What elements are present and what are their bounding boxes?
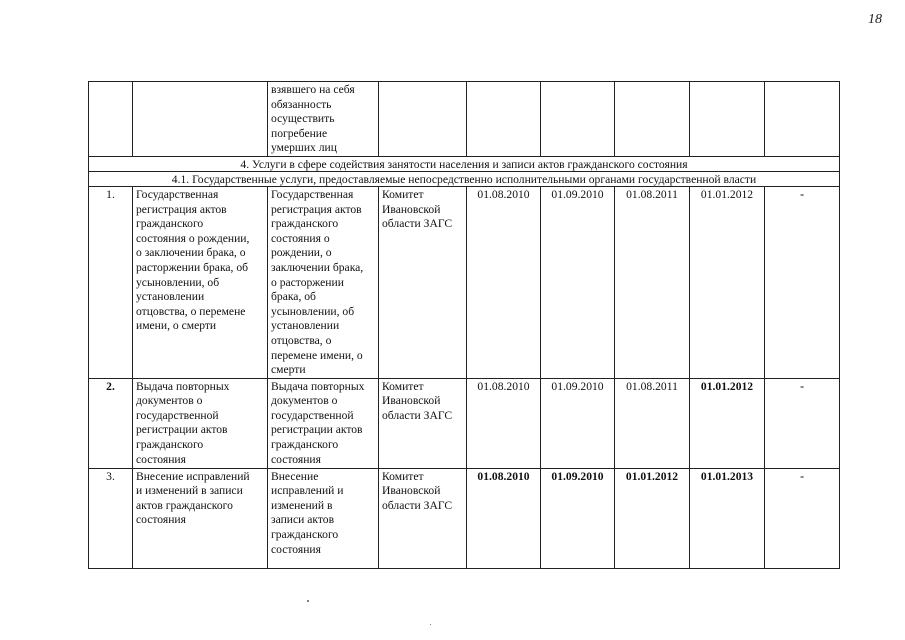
cell-service: Внесение исправлений и изменений в записи актов гражданского состояния xyxy=(133,468,268,568)
cell-date-4 xyxy=(690,82,765,157)
table-row xyxy=(89,378,840,468)
cell-num: 2. xyxy=(89,378,133,468)
page-number: 18 xyxy=(868,12,882,27)
cell-date-3: 01.08.2011 xyxy=(615,378,690,468)
cell-date-4: 01.01.2012 xyxy=(690,186,765,378)
cell-date-3: 01.08.2011 xyxy=(615,186,690,378)
cell-date-4: 01.01.2013 xyxy=(690,468,765,568)
cell-procedure: Выдача повторных документов о государственной регистрации актов гражданского состояния xyxy=(268,378,379,468)
cell-service: Государственная регистрация актов гражданского состояния о рождении, о заключении брака, о расторжении брака, об усыновлении, об установлении отцовства, о перемене имени, о смерти xyxy=(133,186,268,378)
subsection-heading-row xyxy=(89,171,840,186)
table-row-carryover xyxy=(89,82,840,157)
scan-speck xyxy=(307,600,309,602)
cell-procedure: взявшего на себя обязанность осуществить погребение умерших лиц xyxy=(268,82,379,157)
cell-procedure: Государственная регистрация актов гражданского состояния о рождении, о заключении брака, о расторжении брака, об усыновлении, об установлении отцовства, о перемене имени, о смерти xyxy=(268,186,379,378)
cell-executor: Комитет Ивановской области ЗАГС xyxy=(379,468,467,568)
cell-executor xyxy=(379,82,467,157)
cell-executor: Комитет Ивановской области ЗАГС xyxy=(379,186,467,378)
cell-executor: Комитет Ивановской области ЗАГС xyxy=(379,378,467,468)
cell-date-3 xyxy=(615,82,690,157)
cell-date-1: 01.08.2010 xyxy=(467,186,541,378)
cell-date-2 xyxy=(541,82,615,157)
cell-num xyxy=(89,82,133,157)
cell-service xyxy=(133,82,268,157)
table-row xyxy=(89,186,840,378)
cell-date-2: 01.09.2010 xyxy=(541,378,615,468)
table-row xyxy=(89,468,840,568)
cell-service: Выдача повторных документов о государственной регистрации актов гражданского состояния xyxy=(133,378,268,468)
scan-speck xyxy=(430,624,431,625)
cell-date-3: 01.01.2012 xyxy=(615,468,690,568)
cell-note: - xyxy=(765,186,840,378)
cell-note xyxy=(765,82,840,157)
cell-date-1 xyxy=(467,82,541,157)
cell-date-2: 01.09.2010 xyxy=(541,468,615,568)
section-title: 4. Услуги в сфере содействия занятости населения и записи актов гражданского состояния xyxy=(89,156,840,171)
subsection-title: 4.1. Государственные услуги, предоставляемые непосредственно исполнительными органами государственной власти xyxy=(89,171,840,186)
cell-procedure: Внесение исправлений и изменений в записи актов гражданского состояния xyxy=(268,468,379,568)
section-heading-row xyxy=(89,156,840,171)
cell-num: 1. xyxy=(89,186,133,378)
cell-num: 3. xyxy=(89,468,133,568)
cell-date-1: 01.08.2010 xyxy=(467,468,541,568)
cell-date-2: 01.09.2010 xyxy=(541,186,615,378)
cell-note: - xyxy=(765,378,840,468)
cell-note: - xyxy=(765,468,840,568)
cell-date-4: 01.01.2012 xyxy=(690,378,765,468)
cell-date-1: 01.08.2010 xyxy=(467,378,541,468)
services-table xyxy=(88,81,840,569)
